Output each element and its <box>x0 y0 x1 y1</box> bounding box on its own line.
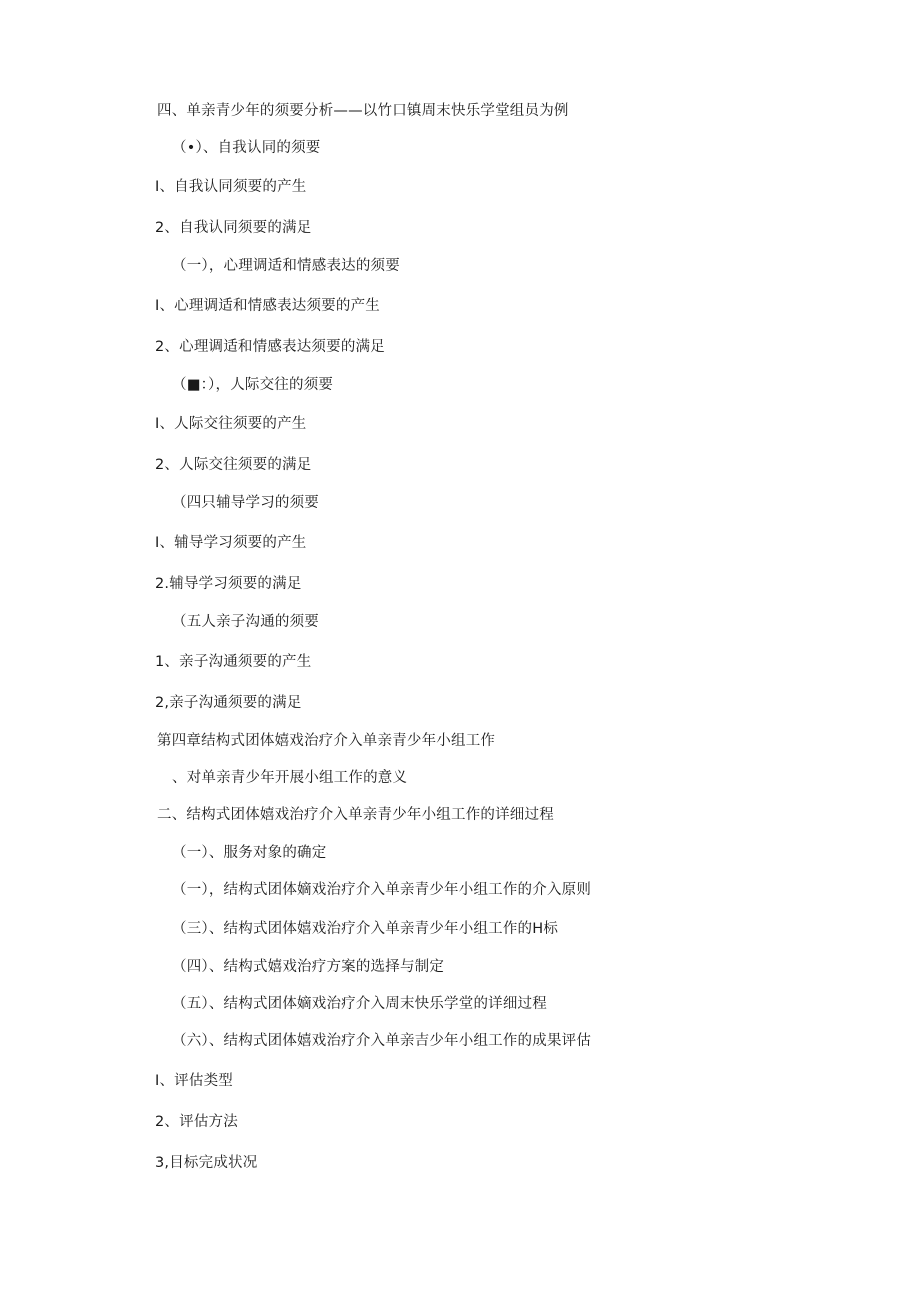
chapter-heading: 第四章结构式团体嬉戏治疗介入单亲青少年小组工作 <box>157 733 496 749</box>
subsection-heading: （四只辅导学习的须要 <box>172 495 319 511</box>
list-item: 2、人际交往须要的满足 <box>155 457 312 473</box>
subsection-heading: （•）、自我认同的须要 <box>172 140 321 156</box>
subsection-heading: （六）、结构式团体嬉戏治疗介入单亲吉少年小组工作的成果评估 <box>172 1033 592 1049</box>
section-heading: 二、结构式团体嬉戏治疗介入单亲青少年小组工作的详细过程 <box>157 807 554 823</box>
subsection-heading: （五人亲子沟通的须要 <box>172 614 319 630</box>
subsection-heading: （三）、结构式团体嬉戏治疗介入单亲青少年小组工作的H标 <box>172 921 559 937</box>
subsection-heading: （一），心理调适和情感表达的须要 <box>172 258 400 274</box>
subsection-heading: （五）、结构式团体嫡戏治疗介入周末快乐学堂的详细过程 <box>172 996 547 1012</box>
subsection-heading: （四）、结构式嬉戏治疗方案的选择与制定 <box>172 959 445 975</box>
list-item: I、评估类型 <box>155 1073 233 1089</box>
subsection-heading: （一），结构式团体嫡戏治疗介入单亲青少年小组工作的介入原则 <box>172 882 592 898</box>
subsection-heading: （■：），人际交往的须要 <box>172 377 334 393</box>
list-item: 2.辅导学习须要的满足 <box>155 576 302 592</box>
list-item: 2,亲子沟通须要的满足 <box>155 695 302 711</box>
list-item: I、自我认同须要的产生 <box>155 179 307 195</box>
list-item: 2、心理调适和情感表达须要的满足 <box>155 339 385 355</box>
list-item: I、辅导学习须要的产生 <box>155 535 307 551</box>
subsection-heading: （一）、服务对象的确定 <box>172 845 327 861</box>
list-item: 2、自我认同须要的满足 <box>155 220 312 236</box>
list-item: I、心理调适和情感表达须要的产生 <box>155 298 380 314</box>
section-heading: 四、单亲青少年的须要分析——以竹口镇周末快乐学堂组员为例 <box>157 103 569 119</box>
list-item: I、人际交往须要的产生 <box>155 416 307 432</box>
list-item: 3,目标完成状况 <box>155 1155 258 1171</box>
list-item: 2、评估方法 <box>155 1114 238 1130</box>
list-item: 1、亲子沟通须要的产生 <box>155 654 312 670</box>
section-heading: 、对单亲青少年开展小组工作的意义 <box>172 770 408 786</box>
